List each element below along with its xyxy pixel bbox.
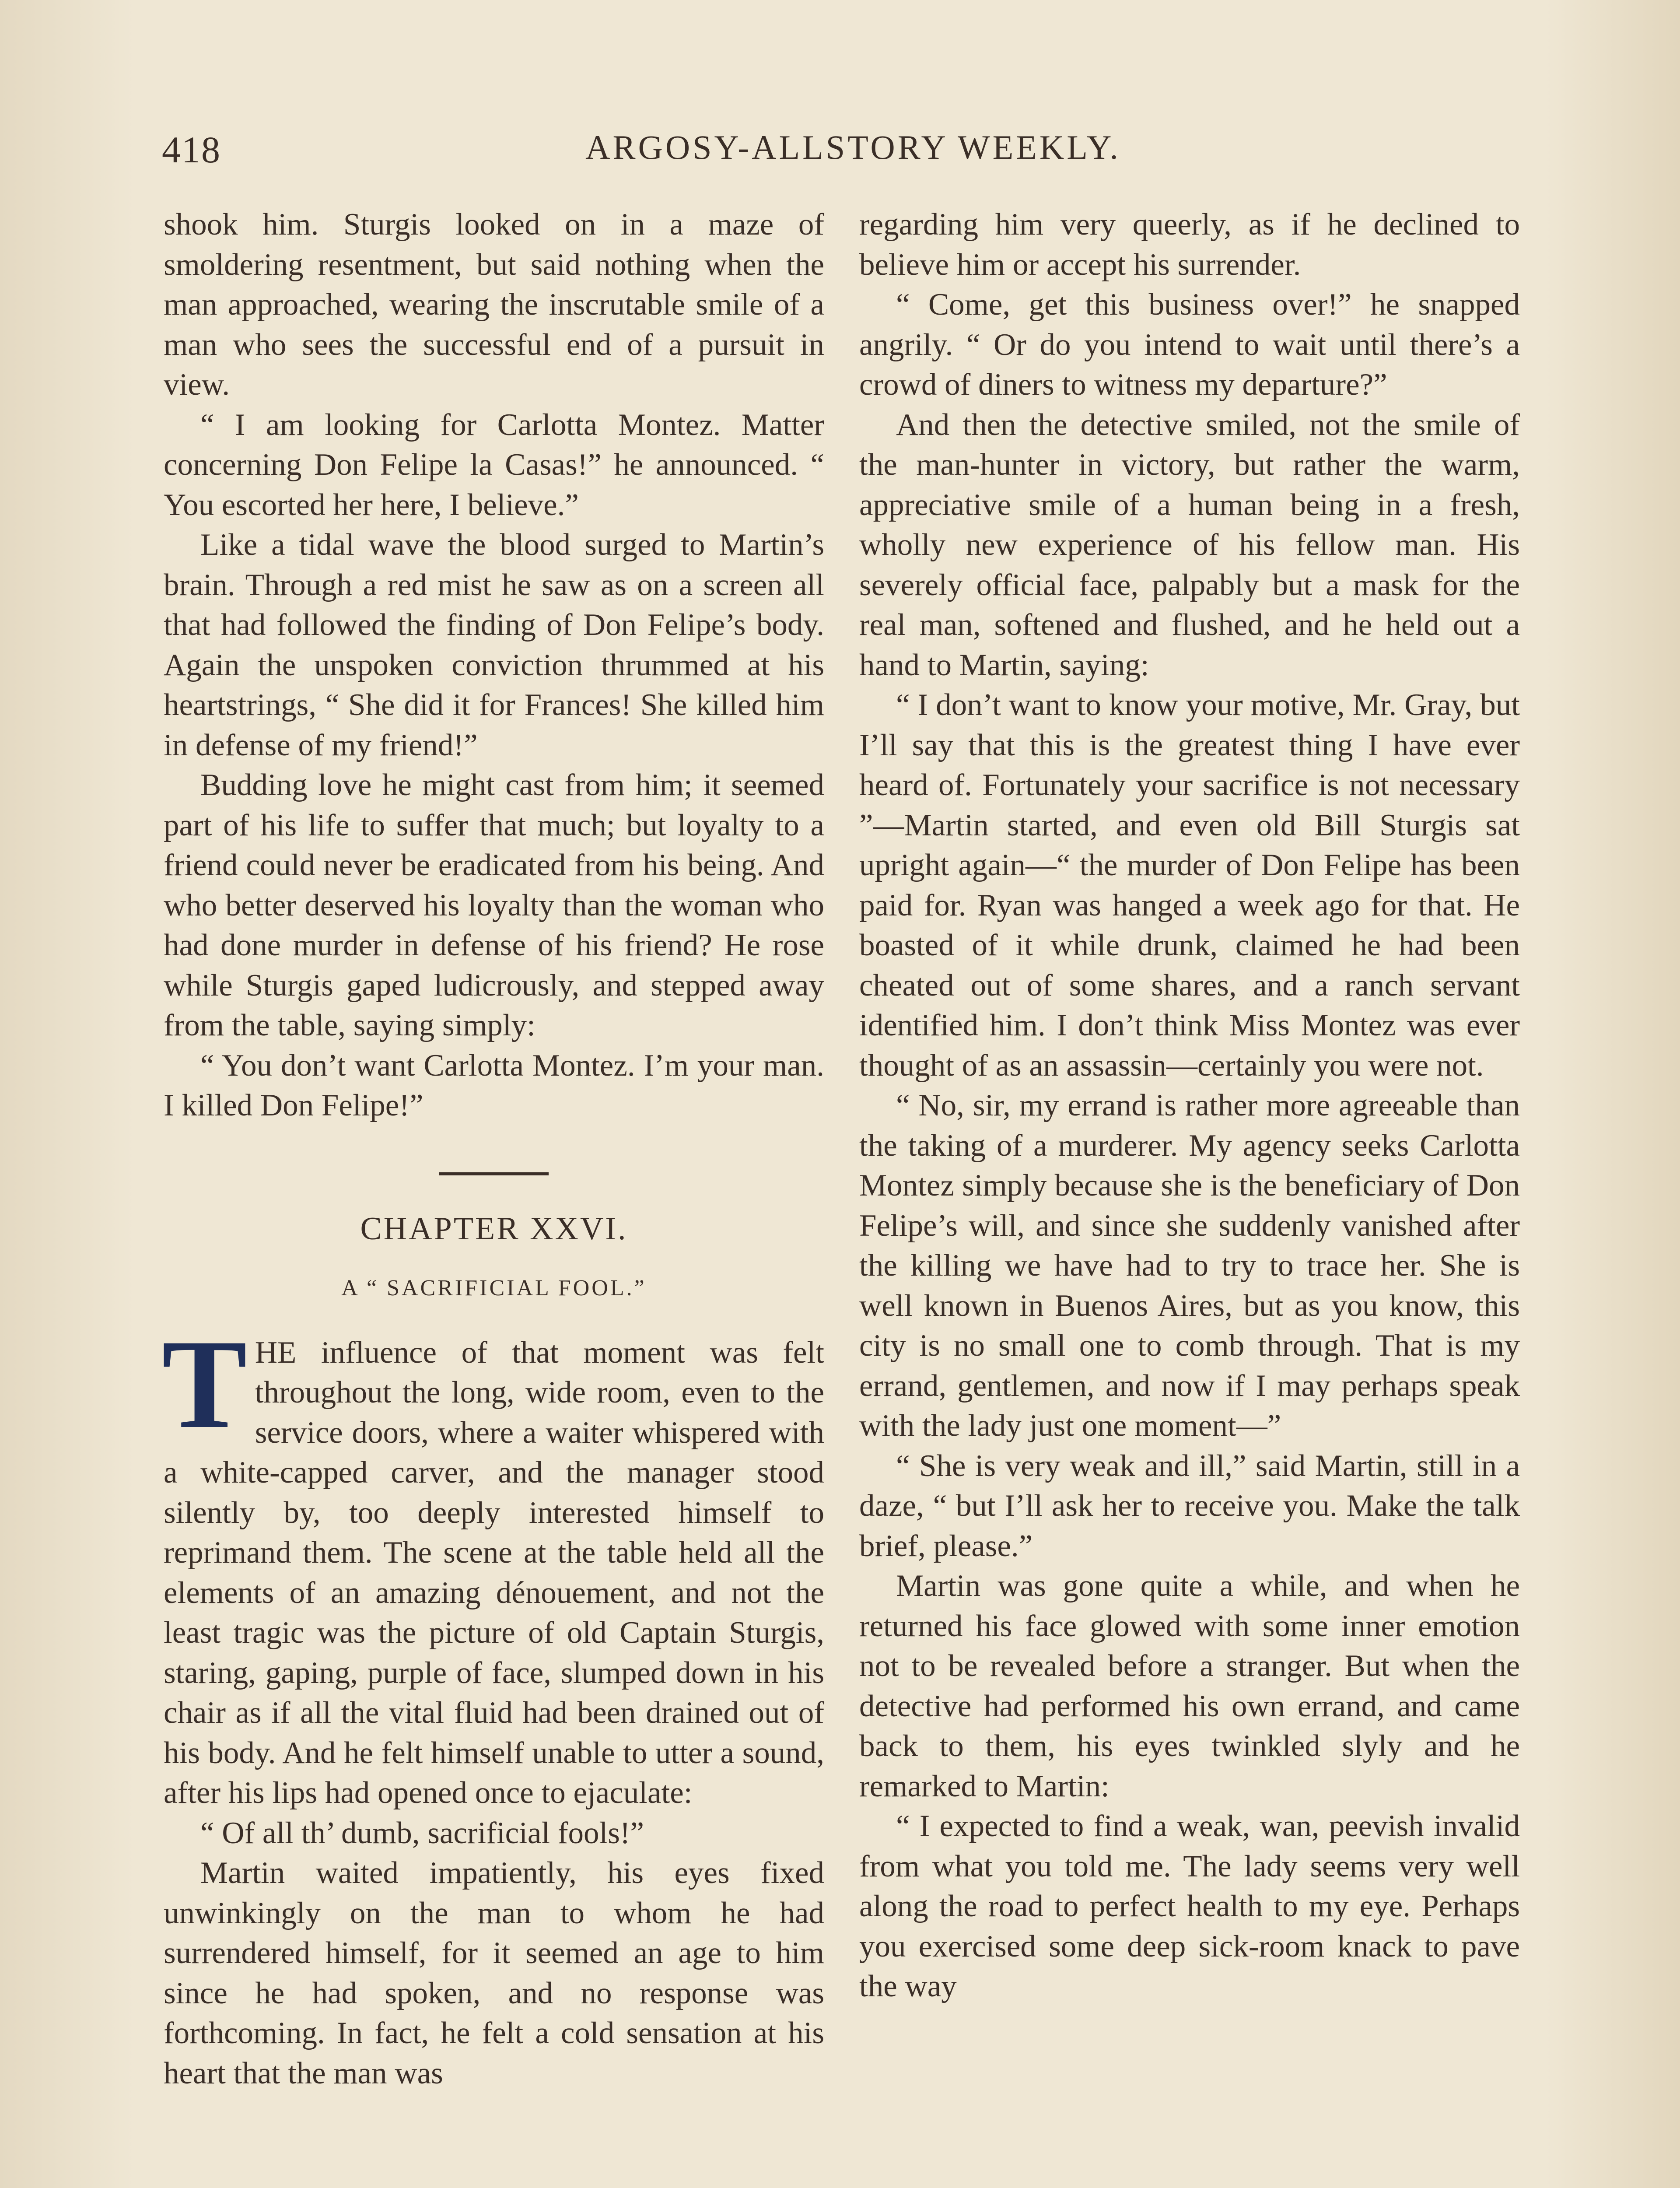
paragraph: “ You don’t want Carlotta Montez. I’m your man. I killed Don Felipe!” [164,1048,824,1122]
chapter-first-paragraph-text: HE influence of that moment was felt throughout the long, wide room, even to the service doors, where a waiter whispered with a white-capped carver, and the manager stood silently by, too deeply interested himself to reprimand them. The scene at the table held all the elements of an amazing dénouement, and not the least tragic was the picture of old Captain Sturgis, staring, gaping, purple of face, slumped down in his chair as if all the vital fluid had been drained out of his body. And he felt himself unable to utter a sound, after his lips had opened once to ejaculate: [164,1335,824,1810]
paragraph: Martin was gone quite a while, and when he returned his face glowed with some inner emotion not to be revealed before a stranger. But when the detective had performed his own errand, and came back to them, his eyes twinkled slyly and he remarked to Martin: [859,1569,1520,1803]
paragraph: “ No, sir, my errand is rather more agreeable than the taking of a murderer. My agency seeks Carlotta Montez simply because she is the beneficiary of Don Felipe’s will, and since she suddenly vanished after the killing we have had to try to trace her. She is well known in Buenos Aires, but as you know, this city is no small one to comb through. That is my errand, gentlemen, and now if I may perhaps speak with the lady just one moment—” [859,1088,1520,1443]
chapter-body [162,1313,824,2094]
paragraph: regarding him very queerly, as if he declined to believe him or accept his surrender. [859,207,1520,282]
paragraph: “ She is very weak and ill,” said Martin, still in a daze, “ but I’ll ask her to receive you. Make the talk brief, please.” [859,1448,1520,1563]
chapter-heading: CHAPTER XXVI. [360,1210,628,1247]
paragraph: And then the detective smiled, not the smile of the man-hunter in victory, but rather the warm, appreciative smile of a human being in a fresh, wholly new experience of his fellow man. His severely official face, palpably but a mask for the real man, softened and flushed, and he held out a hand to Martin, saying: [859,407,1520,682]
paragraph: Budding love he might cast from him; it seemed part of his life to suffer that much; but loyalty to a friend could never be eradicated from his being. And who better deserved his loyalty than the woman who had done murder in defense of his friend? He rose while Sturgis gaped ludicrously, and stepped away from the table, saying simply: [164,768,824,1042]
paragraph: “ I am looking for Carlotta Montez. Matter concerning Don Felipe la Casas!” he announced. “ You escorted her here, I believe.” [164,407,824,522]
paragraph: Like a tidal wave the blood surged to Martin’s brain. Through a red mist he saw as on a screen all that had followed the finding of Don Felipe’s body. Again the unspoken conviction thrummed at his heartstrings, “ She did it for Frances! She killed him in defense of my friend!” [164,528,824,762]
page-number: 418 [162,129,221,171]
chapter-subtitle: A “ SACRIFICIAL FOOL.” [341,1275,647,1301]
section-divider [439,1172,549,1175]
drop-cap: T [162,1313,247,1455]
page-header [162,128,1544,172]
left-column [164,205,824,2093]
paragraph: “ I don’t want to know your motive, Mr. Gray, but I’ll say that this is the greatest thing I have ever heard of. Fortunately your sacrifice is not necessary ”—Martin started, and even old Bill Sturgis sat upright again—“ the murder of Don Felipe has been paid for. Ryan was hanged a week ago for that. He boasted of it while drunk, claimed he had been cheated out of some shares, and a ranch servant identified him. I don’t think Miss Montez was ever thought of as an assassin—certainly you were not. [859,688,1520,1083]
paragraph: “ Of all th’ dumb, sacrificial fools!” [200,1816,644,1850]
paragraph: “ Come, get this business over!” he snapped angrily. “ Or do you intend to wait until there’s a crowd of diners to witness my departure?” [859,288,1520,402]
chapter-first-paragraph [162,1313,824,1813]
paragraph: “ I expected to find a weak, wan, peevish invalid from what you told me. The lady seems very well along the road to perfect health to my eye. Perhaps you exercised some deep sick-room knack to pave the way [859,1809,1520,2003]
paragraph: shook him. Sturgis looked on in a maze of smoldering resentment, but said nothing when the man approached, wearing the inscrutable smile of a man who sees the successful end of a pursuit in view. [164,207,824,402]
running-title: ARGOSY-ALLSTORY WEEKLY. [585,128,1121,166]
right-column [859,205,1520,2007]
paragraph: Martin waited impatiently, his eyes fixed unwinkingly on the man to whom he had surrendered himself, for it seemed an age to him since he had spoken, and no response was forthcoming. In fact, he felt a cold sensation at his heart that the man was [164,1856,824,2090]
